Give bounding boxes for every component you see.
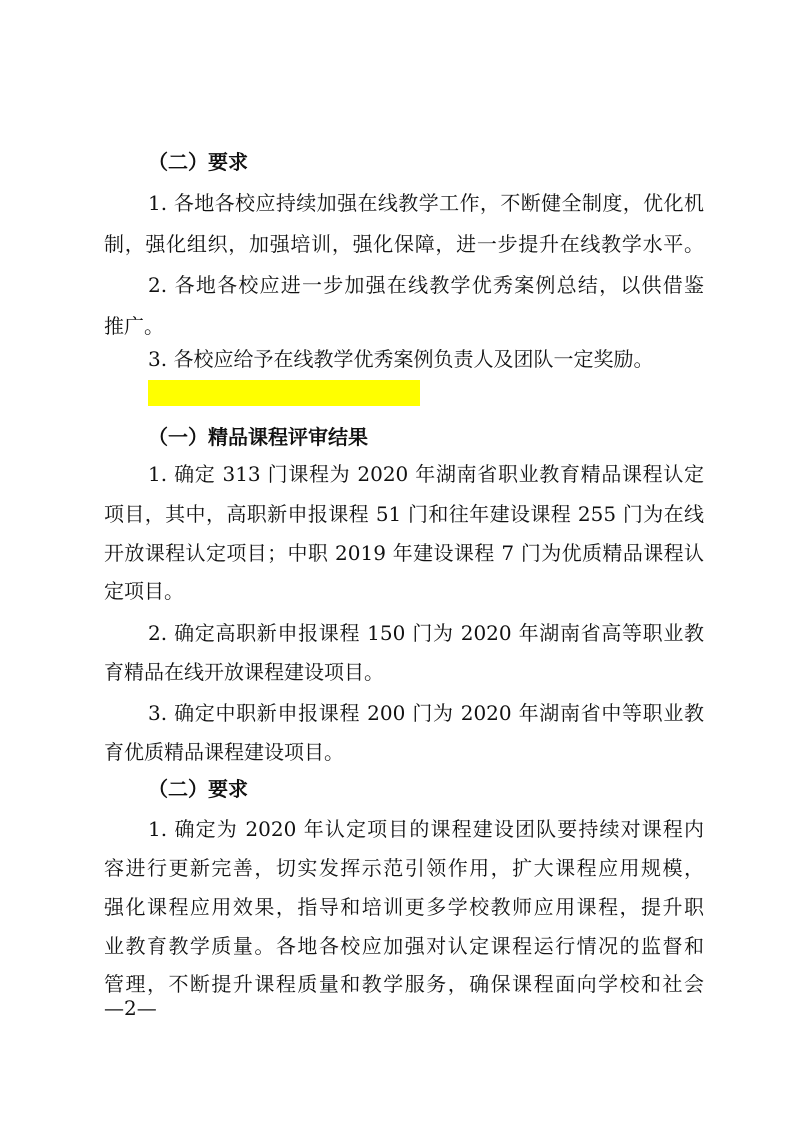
paragraph-line: 强化课程应用效果，指导和培训更多学校教师应用课程，提升职 xyxy=(104,895,704,919)
section-heading: （二）要求 xyxy=(148,150,248,174)
paragraph-line: 管理，不断提升课程质量和教学服务，确保课程面向学校和社会 xyxy=(104,972,704,996)
paragraph-line: 项目，其中，高职新申报课程 51 门和往年建设课程 255 门为在线 xyxy=(104,502,704,526)
paragraph-line: 3. 各校应给予在线教学优秀案例负责人及团队一定奖励。 xyxy=(148,347,654,371)
page-number: —2— xyxy=(104,996,157,1020)
paragraph-line: 容进行更新完善，切实发挥示范引领作用，扩大课程应用规模， xyxy=(104,856,704,880)
section-heading: （二）要求 xyxy=(148,777,248,801)
paragraph-line: 育精品在线开放课程建设项目。 xyxy=(104,660,384,684)
paragraph-line: 育优质精品课程建设项目。 xyxy=(104,740,344,764)
paragraph-line: 1. 各地各校应持续加强在线教学工作，不断健全制度，优化机 xyxy=(148,191,704,215)
paragraph-line: 2. 各地各校应进一步加强在线教学优秀案例总结，以供借鉴 xyxy=(148,273,704,297)
paragraph-line: 1. 确定为 2020 年认定项目的课程建设团队要持续对课程内 xyxy=(148,817,704,841)
paragraph-line: 制，强化组织，加强培训，强化保障，进一步提升在线教学水平。 xyxy=(104,232,704,256)
paragraph-line: 3. 确定中职新申报课程 200 门为 2020 年湖南省中等职业教 xyxy=(148,701,704,725)
section-heading: （一）精品课程评审结果 xyxy=(148,425,368,449)
paragraph-line: 开放课程认定项目；中职 2019 年建设课程 7 门为优质精品课程认 xyxy=(104,541,704,565)
paragraph-line: 定项目。 xyxy=(104,579,184,603)
paragraph-line: 2. 确定高职新申报课程 150 门为 2020 年湖南省高等职业教 xyxy=(148,621,704,645)
paragraph-line: 推广。 xyxy=(104,314,164,338)
paragraph-line: 业教育教学质量。各地各校应加强对认定课程运行情况的监督和 xyxy=(104,934,704,958)
paragraph-line: 1. 确定 313 门课程为 2020 年湖南省职业教育精品课程认定 xyxy=(148,462,704,486)
highlight-mark xyxy=(148,380,420,406)
